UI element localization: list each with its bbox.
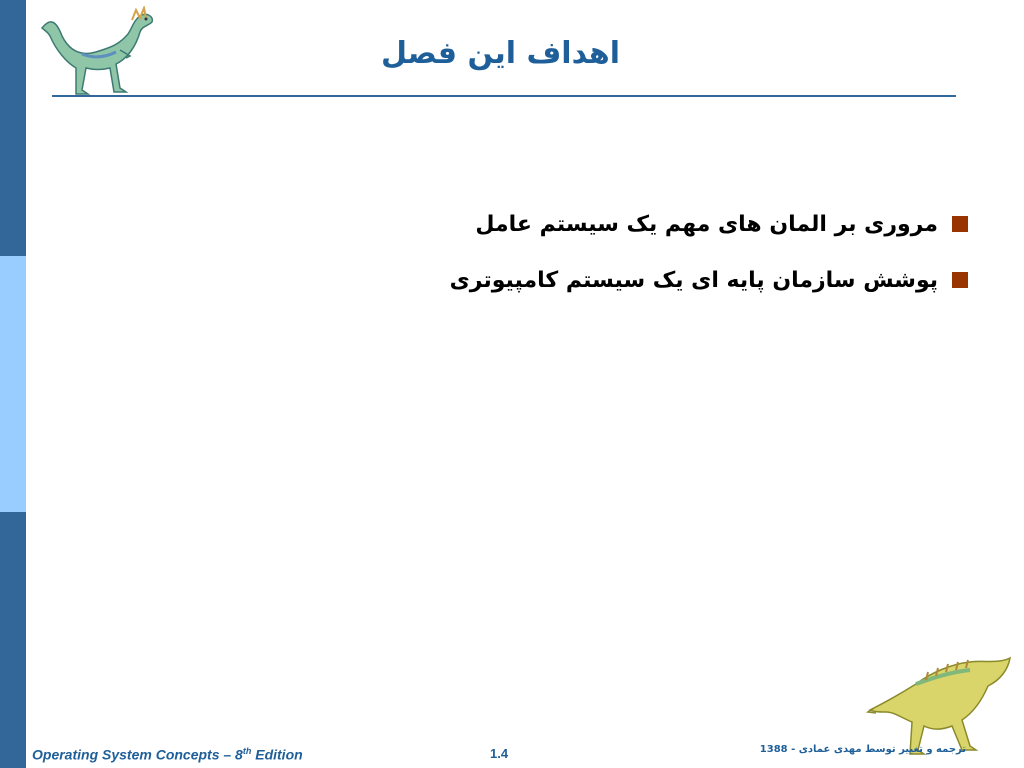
title-divider <box>52 95 956 97</box>
sidebar-stripe-bottom <box>0 512 26 768</box>
footer-book-title <box>32 746 303 763</box>
bullet-list <box>168 196 968 308</box>
footer-book-title-superscript: th <box>242 746 252 756</box>
footer-page-number: 1.4 <box>490 746 509 761</box>
footer-book-title-suffix: Edition <box>251 746 303 763</box>
footer-translator: ترجمه و تغییر توسط مهدی عمادی - 1388 <box>759 744 966 755</box>
square-bullet-icon <box>952 272 968 288</box>
slide-title: اهداف این فصل <box>381 36 620 71</box>
bullet-item <box>168 252 968 308</box>
footer-book-title-prefix: Operating System Concepts – 8 <box>32 746 243 763</box>
bullet-text: پوشش سازمان پایه ای یک سیستم کامپیوتری <box>449 267 938 293</box>
sidebar-stripe-middle <box>0 256 26 512</box>
square-bullet-icon <box>952 216 968 232</box>
bullet-item <box>168 196 968 252</box>
sidebar-stripe-top <box>0 0 26 256</box>
dinosaur-standing-icon <box>36 6 158 96</box>
bullet-text: مروری بر المان های مهم یک سیستم عامل <box>475 211 938 237</box>
